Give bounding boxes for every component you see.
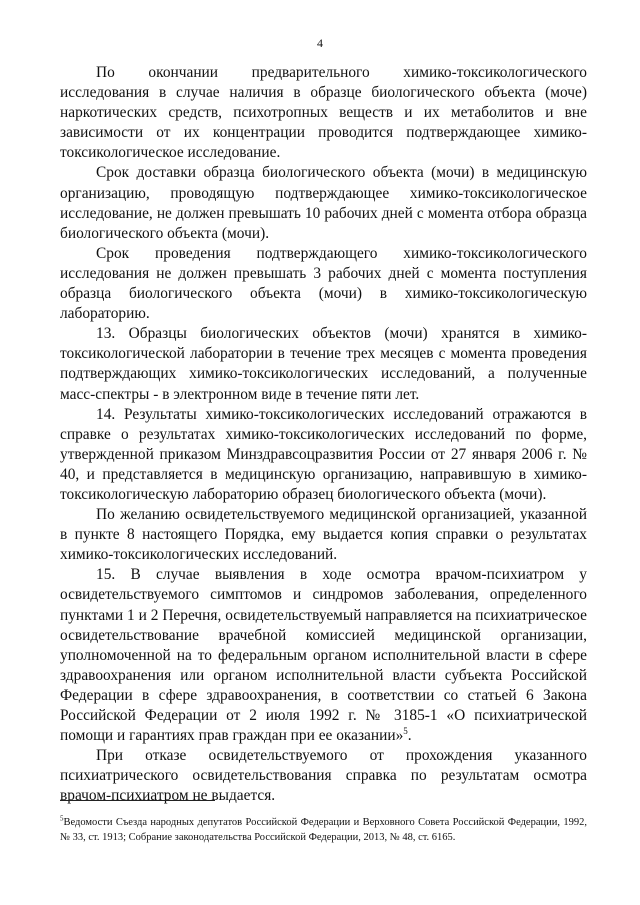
footnote xyxy=(60,815,587,845)
paragraph-item-15 xyxy=(60,565,587,746)
page-number: 4 xyxy=(317,36,323,50)
paragraph-item-14: 14. Результаты химико-токсикологических исследований отражаются в справке о результатах химико-токсикологических исследований по форме, утвержденной приказом Минздравсоцразвития России от 27 января 2006 г. № 40, и представляется в медицинскую организацию, направившую в химико-токсикологическую лабораторию образец биологического объекта (мочи). xyxy=(60,405,587,503)
document-body xyxy=(60,63,587,806)
paragraph-item-15-text: 15. В случае выявления в ходе осмотра врачом-психиатром у освидетельствуемого симптомов и синдромов заболевания, определенного пунктами 1 и 2 Перечня, освидетельствуемый направляется на психиатрическое освидетельствование врачебной комиссией медицинской организации, уполномоченной на то федеральным органом исполнительной власти в сфере здравоохранения или органом исполнительной власти субъекта Российской Федерации в сфере здравоохранения, в соответствии со статьей 6 Закона Российской Федерации от 2 июля 1992 г. № 3185-1 «О психиатрической помощи и гарантиях прав граждан при ее оказании» xyxy=(60,566,587,745)
paragraph-study-term: Срок проведения подтверждающего химико-токсикологического исследования не должен превышать 3 рабочих дней с момента поступления образца биологического объекта (мочи) в химико-токсикологическую лабораторию. xyxy=(60,244,587,323)
paragraph-preliminary-study: По окончании предварительного химико-токсикологического исследования в случае наличия в образце биологического объекта (моче) наркотических средств, психотропных веществ и их метаболитов и вне зависимости от их концентрации проводится подтверждающее химико-токсикологическое исследование. xyxy=(60,64,587,162)
paragraph-delivery-term: Срок доставки образца биологического объекта (мочи) в медицинскую организацию, проводящую подтверждающее химико-токсикологическое исследование, не должен превышать 10 рабочих дней с момента отбора образца биологического объекта (мочи). xyxy=(60,164,587,242)
paragraph-item-15-period: . xyxy=(407,727,412,745)
footnote-mark: 5 xyxy=(60,814,64,823)
paragraph-item-13: 13. Образцы биологических объектов (мочи) хранятся в химико-токсикологической лаборатории в течение трех месяцев с момента проведения подтверждающих химико-токсикологических исследований, а полученные масс-спектры - в электронном виде в течение пяти лет. xyxy=(60,325,587,403)
footnote-text: Ведомости Съезда народных депутатов Российской Федерации и Верховного Совета Российской Федерации, 1992, № 33, ст. 1913; Собрание законодательства Российской Федерации, 2013, № 48, ст. 6165. xyxy=(60,817,587,843)
footnote-reference: 5 xyxy=(403,725,408,736)
footnote-divider xyxy=(60,800,215,801)
paragraph-copy-request: По желанию освидетельствуемого медицинской организацией, указанной в пункте 8 настоящего Порядка, ему выдается копия справки о результатах химико-токсикологических исследований. xyxy=(60,506,587,564)
paragraph-refusal: При отказе освидетельствуемого от прохождения указанного психиатрического освидетельствования справка по результатам осмотра врачом-психиатром не выдается. xyxy=(60,747,587,805)
